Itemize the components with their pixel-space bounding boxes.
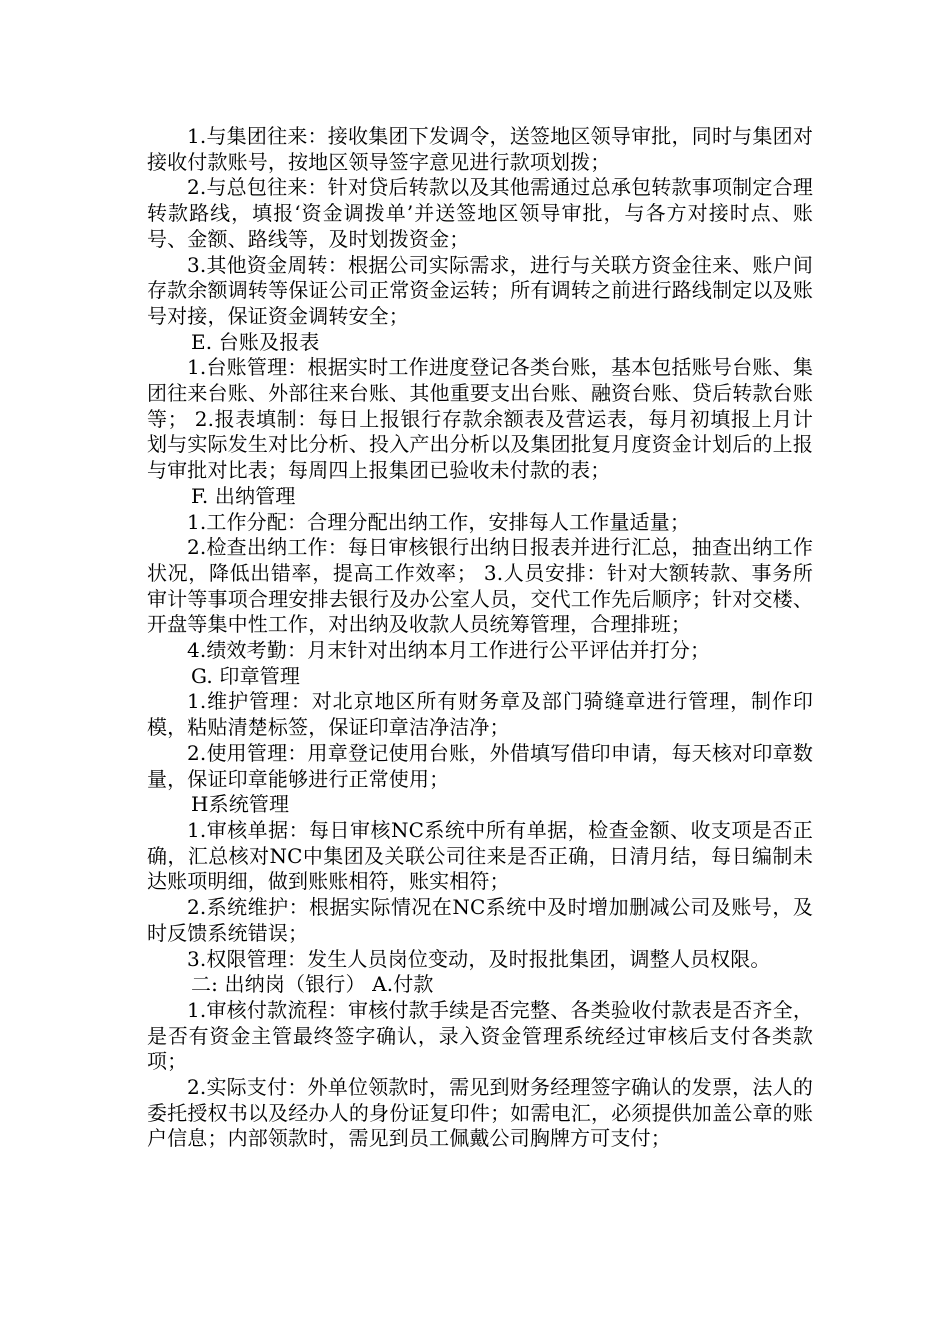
document-body	[147, 124, 813, 1152]
paragraph-seal-maintenance: 1.维护管理：对北京地区所有财务章及部门骑缝章进行管理，制作印模，粘贴清楚标签，保证印章洁净洁净；	[147, 689, 813, 740]
section-heading-g: G. 印章管理	[191, 663, 301, 688]
paragraph-ledger-reports: 1.台账管理：根据实时工作进度登记各类台账，基本包括账号台账、集团往来台账、外部往来台账、其他重要支出台账、融资台账、贷后转款台账等； 2.报表填制：每日上报银行存款余额表及营运表，每月初填报上月计划与实际发生对比分析、投入产出分析以及集团批复月度资金计划后的上报与审批对比表；每周四上报集团已验收未付款的表；	[147, 355, 813, 483]
section-heading-cashier-bank: 二: 出纳岗（银行） A.付款	[191, 972, 434, 997]
section-heading-e: E. 台账及报表	[191, 329, 320, 354]
paragraph-payment-review: 1.审核付款流程：审核付款手续是否完整、各类验收付款表是否齐全，是否有资金主管最终签字确认，录入资金管理系统经过审核后支付各类款项；	[147, 997, 813, 1074]
paragraph-cashier-check: 2.检查出纳工作：每日审核银行出纳日报表并进行汇总，抽查出纳工作状况，降低出错率，提高工作效率； 3.人员安排：针对大额转款、事务所审计等事项合理安排去银行及办公室人员，交代工作先后顺序；针对交楼、开盘等集中性工作，对出纳及收款人员统筹管理，合理排班；	[147, 535, 813, 637]
paragraph-permission-management: 3.权限管理：发生人员岗位变动，及时报批集团，调整人员权限。	[187, 946, 771, 971]
paragraph-work-allocation: 1.工作分配：合理分配出纳工作，安排每人工作量适量；	[187, 509, 690, 534]
section-heading-h: H系统管理	[191, 792, 290, 817]
paragraph-group-transfer: 1.与集团往来：接收集团下发调令，送签地区领导审批，同时与集团对接收付款账号，按地区领导签字意见进行款项划拨；	[147, 124, 813, 174]
paragraph-general-contractor: 2.与总包往来：针对贷后转款以及其他需通过总承包转款事项制定合理转款路线，填报‘资金调拨单’并送签地区领导审批，与各方对接时点、账号、金额、路线等，及时划拨资金；	[147, 175, 813, 251]
paragraph-performance: 4.绩效考勤：月末针对出纳本月工作进行公平评估并打分；	[187, 638, 711, 663]
paragraph-system-maintenance: 2.系统维护：根据实际情况在NC系统中及时增加删减公司及账号，及时反馈系统错误；	[147, 895, 813, 945]
paragraph-document-review: 1.审核单据：每日审核NC系统中所有单据，检查金额、收支项是否正确，汇总核对NC中集团及关联公司往来是否正确，日清月结，每日编制未达账项明细，做到账账相符，账实相符；	[147, 817, 813, 894]
paragraph-actual-payment: 2.实际支付：外单位领款时，需见到财务经理签字确认的发票，法人的委托授权书以及经办人的身份证复印件；如需电汇，必须提供加盖公章的账户信息；内部领款时，需见到员工佩戴公司胸牌方可支付；	[147, 1075, 813, 1151]
paragraph-other-funds: 3.其他资金周转：根据公司实际需求，进行与关联方资金往来、账户间存款余额调转等保证公司正常资金运转；所有调转之前进行路线制定以及账号对接，保证资金调转安全；	[147, 252, 813, 328]
paragraph-seal-usage: 2.使用管理：用章登记使用台账，外借填写借印申请，每天核对印章数量，保证印章能够进行正常使用；	[147, 740, 813, 791]
section-heading-f: F. 出纳管理	[191, 483, 296, 508]
